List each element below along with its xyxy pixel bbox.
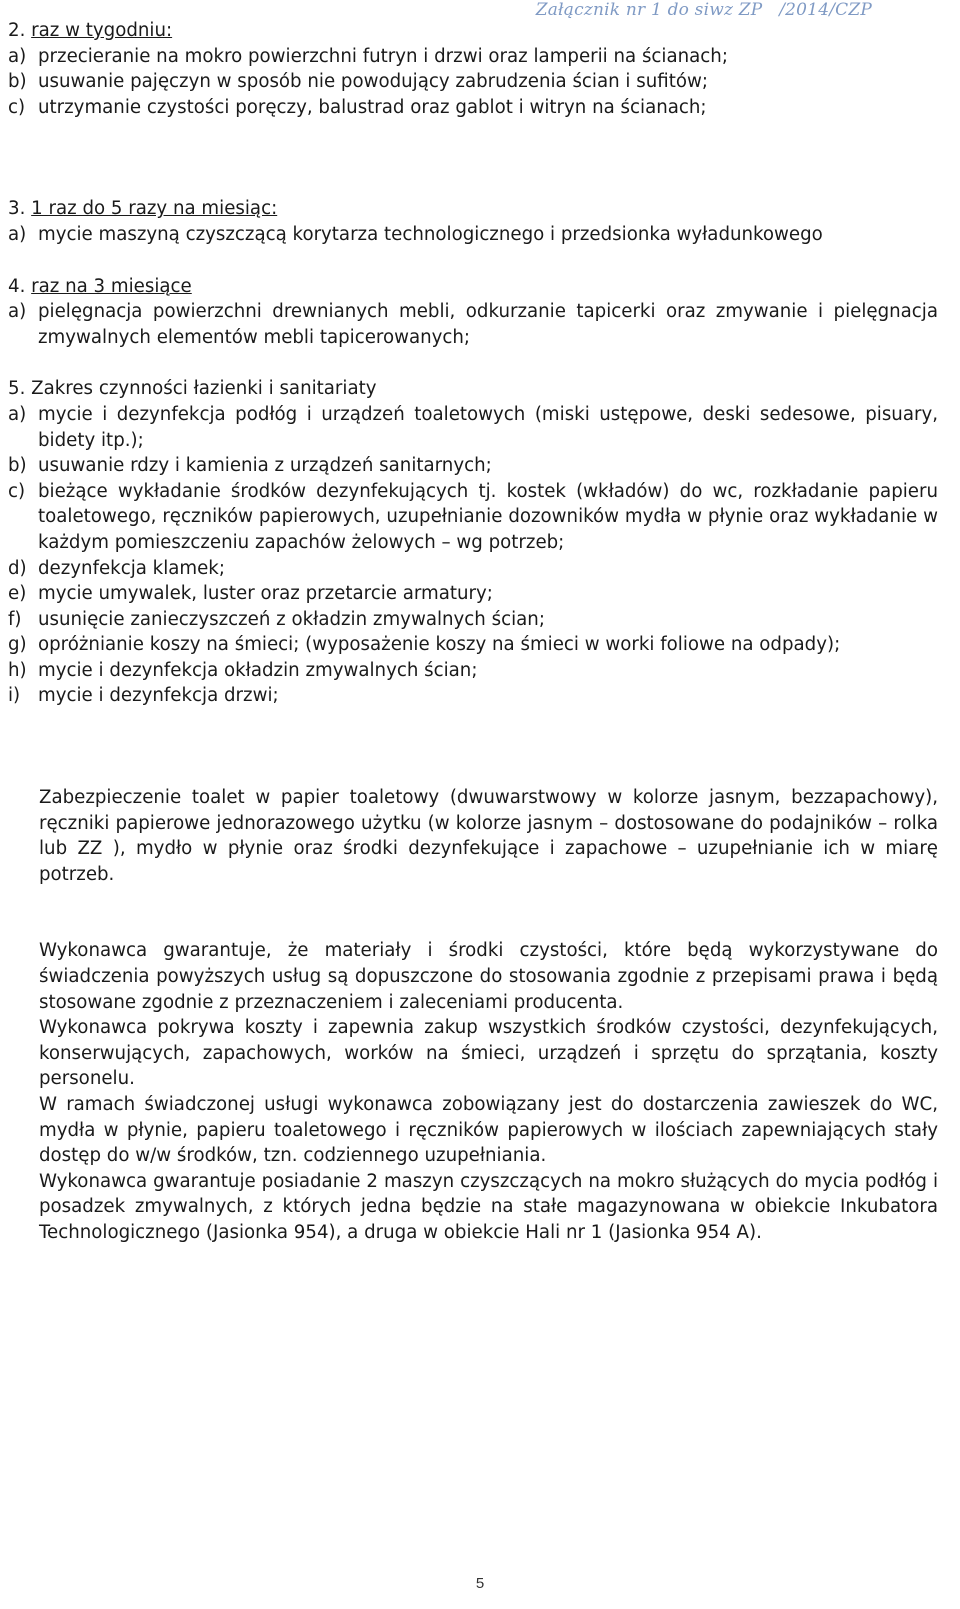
list-item: d) dezynfekcja klamek; [8,557,225,579]
list-item: h) mycie i dezynfekcja okładzin zmywalnych ścian; [8,659,478,681]
document-body [8,18,938,1246]
list-item: b) usuwanie pajęczyn w sposób nie powodujący zabrudzenia ścian i sufitów; [8,71,708,93]
list-item: i) mycie i dezynfekcja drzwi; [8,685,279,707]
section-5 [8,376,938,709]
section-title: 4. raz na 3 miesiące [8,275,192,297]
list-item: g) opróżnianie koszy na śmieci; (wyposażenie koszy na śmieci w worki foliowe na odpady); [8,634,841,656]
list-item: c) bieżące wykładanie środków dezynfekujących tj. kostek (wkładów) do wc, rozkładanie papieru toaletowego, ręczników papierowych, uzupełnianie dozowników mydła w płynie oraz wykładanie w każdym pomieszczeniu zapachów żelowych – wg potrzeb; [8,480,938,553]
list-item: a) przecieranie na mokro powierzchni futryn i drzwi oraz lamperii na ścianach; [8,45,728,67]
section-2 [8,18,938,120]
section-3 [8,196,938,247]
section-title: 2. raz w tygodniu: [8,20,173,41]
section-4 [8,274,938,351]
list-item: e) mycie umywalek, luster oraz przetarcie armatury; [8,583,493,605]
list-item: a) mycie i dezynfekcja podłóg i urządzeń toaletowych (miski ustępowe, deski sedesowe, pisuary, bidety itp.); [8,403,938,451]
paragraph-machines: Wykonawca gwarantuje posiadanie 2 maszyn czyszczących na mokro służących do mycia podłóg i posadzek zmywalnych, z których jedna będzie na stałe magazynowana w obiekcie Inkubatora Technologicznego (Jasionka 954), a druga w obiekcie Hali nr 1 (Jasionka 954 A). [39,1170,938,1243]
section-title: 3. 1 raz do 5 razy na miesiąc: [8,198,278,220]
list-item: a) mycie maszyną czyszczącą korytarza technologicznego i przedsionka wyładunkowego [8,223,823,245]
paragraph-costs: Wykonawca pokrywa koszty i zapewnia zakup wszystkich środków czystości, dezynfekujących, konserwujących, zapachowych, worków na śmieci, urządzeń i sprzętu do sprzątania, koszty personelu. [39,1017,938,1090]
list-item: a) pielęgnacja powierzchni drewnianych mebli, odkurzanie tapicerki oraz zmywanie i pielęgnacja zmywalnych elementów mebli tapicerowanych; [8,301,938,348]
paragraph-supply-obligation: W ramach świadczonej usługi wykonawca zobowiązany jest do dostarczenia zawieszek do WC, mydła w płynie, papieru toaletowego i ręczników papierowych w ilościach zapewniających stały dostęp do w/w środków, tzn. codziennego uzupełniania. [39,1094,938,1167]
paragraph-materials-guarantee: Wykonawca gwarantuje, że materiały i środki czystości, które będą wykorzystywane do świadczenia powyższych usług są dopuszczone do stosowania zgodnie z przepisami prawa i będą stosowane zgodnie z przeznaczeniem i zaleceniami producenta. [39,940,938,1013]
list-item: f) usunięcie zanieczyszczeń z okładzin zmywalnych ścian; [8,608,545,630]
list-item: c) utrzymanie czystości poręczy, balustrad oraz gablot i witryn na ścianach; [8,96,707,118]
annex-header: Załącznik nr 1 do siwz ZP /2014/CZP [535,0,872,20]
paragraph-toilet-supplies: Zabezpieczenie toalet w papier toaletowy (dwuwarstwowy w kolorze jasnym, bezzapachowy), ręczniki papierowe jednorazowego użytku (w kolorze jasnym – dostosowane do podajników – rolka lub ZZ ), mydło w płynie oraz środki dezynfekujące i zapachowe – uzupełnianie ich w miarę potrzeb. [39,787,938,885]
list-item: b) usuwanie rdzy i kamienia z urządzeń sanitarnych; [8,455,492,477]
section-title: 5. Zakres czynności łazienki i sanitariaty [8,378,377,400]
page-number: 5 [475,1575,485,1592]
